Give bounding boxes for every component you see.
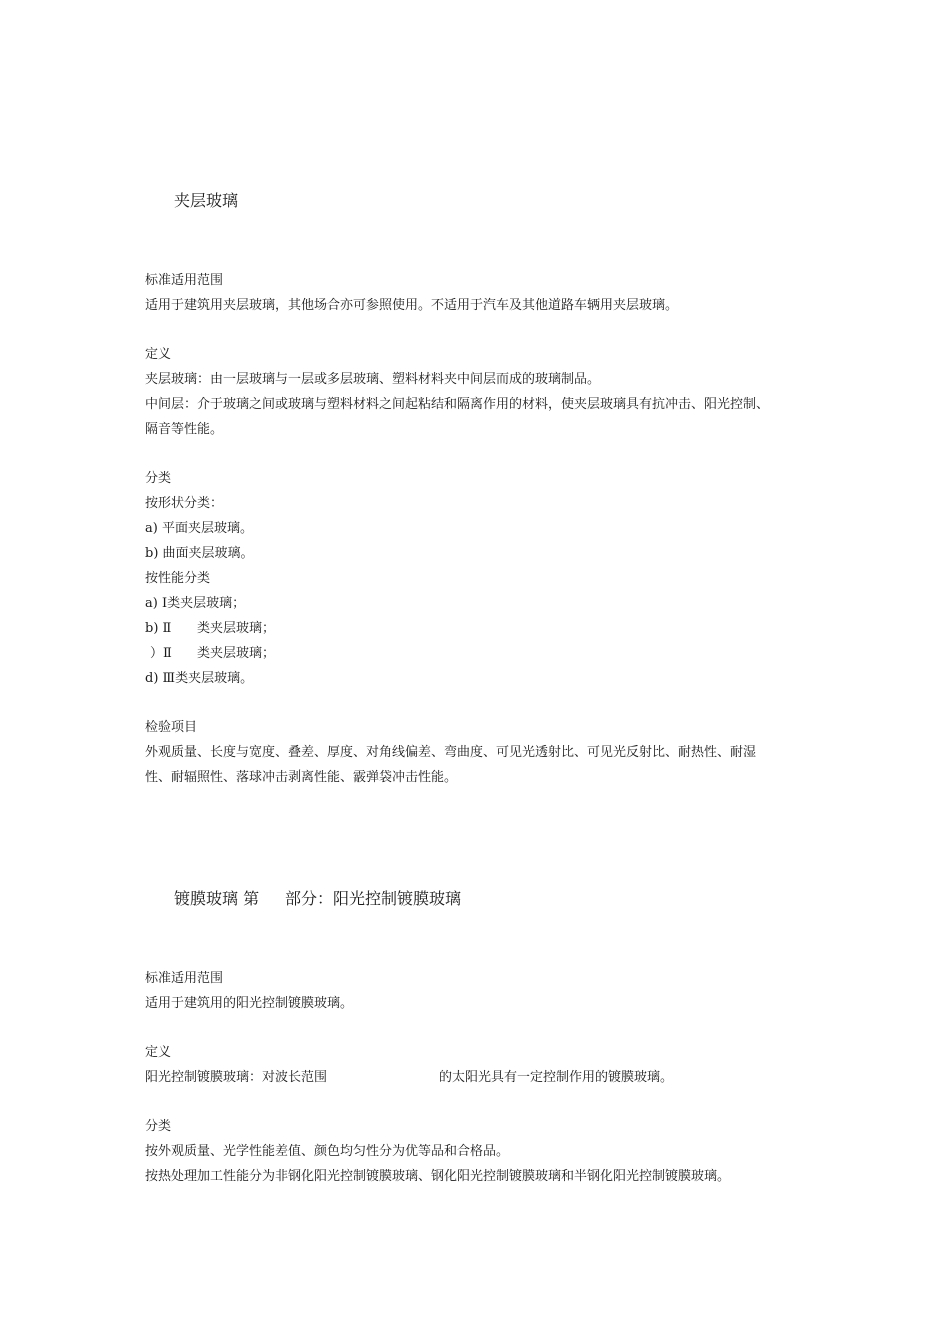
section2-class-2: 按热处理加工性能分为非钢化阳光控制镀膜玻璃、钢化阳光控制镀膜玻璃和半钢化阳光控制镀膜玻璃。 xyxy=(145,1169,731,1184)
section2-scope-text: 适用于建筑用的阳光控制镀膜玻璃。 xyxy=(145,996,354,1011)
section1-inspection-heading: 检验项目 xyxy=(145,720,198,735)
section2-class-1: 按外观质量、光学性能差值、颜色均匀性分为优等品和合格品。 xyxy=(145,1144,510,1159)
section1-inspection-line1: 外观质量、长度与宽度、叠差、厚度、对角线偏差、弯曲度、可见光透射比、可见光反射比、耐热性、耐湿 xyxy=(145,745,757,760)
section1-perf-b-suffix: 类夹层玻璃； xyxy=(197,621,276,636)
section2-classification-heading: 分类 xyxy=(145,1119,172,1134)
section2-definition-suffix: 的太阳光具有一定控制作用的镀膜玻璃。 xyxy=(439,1070,674,1085)
section1-shape-b: b) 曲面夹层玻璃。 xyxy=(145,546,254,561)
section1-definition-heading: 定义 xyxy=(145,347,172,362)
section1-perf-d: d) Ⅲ类夹层玻璃。 xyxy=(145,671,254,686)
section2-title-part1: 镀膜玻璃 第 xyxy=(174,889,260,908)
section2-definition-prefix: 阳光控制镀膜玻璃：对波长范围 xyxy=(145,1070,328,1085)
section1-perf-c-suffix: 类夹层玻璃； xyxy=(197,646,276,661)
section1-definition-1: 夹层玻璃：由一层玻璃与一层或多层玻璃、塑料材料夹中间层而成的玻璃制品。 xyxy=(145,372,601,387)
section1-scope-text: 适用于建筑用夹层玻璃，其他场合亦可参照使用。不适用于汽车及其他道路车辆用夹层玻璃。 xyxy=(145,298,679,313)
section1-shape-a: a) 平面夹层玻璃。 xyxy=(145,521,253,536)
section1-scope-heading: 标准适用范围 xyxy=(145,273,224,288)
section1-by-shape: 按形状分类： xyxy=(145,496,224,511)
section1-perf-a: a) Ⅰ类夹层玻璃； xyxy=(145,596,246,611)
section1-definition-2-line1: 中间层：介于玻璃之间或玻璃与塑料材料之间起粘结和隔离作用的材料，使夹层玻璃具有抗冲击、阳光控制、 xyxy=(145,397,770,412)
section2-definition-heading: 定义 xyxy=(145,1045,172,1060)
section1-inspection-line2: 性、耐辐照性、落球冲击剥离性能、霰弹袋冲击性能。 xyxy=(145,770,458,785)
section1-perf-c-prefix: ）Ⅱ xyxy=(150,646,172,661)
section2-scope-heading: 标准适用范围 xyxy=(145,971,224,986)
section1-perf-b-prefix: b) Ⅱ xyxy=(145,621,172,636)
section1-definition-2-line2: 隔音等性能。 xyxy=(145,422,224,437)
section1-by-performance: 按性能分类 xyxy=(145,571,211,586)
section1-classification-heading: 分类 xyxy=(145,471,172,486)
section2-title-part2: 部分：阳光控制镀膜玻璃 xyxy=(285,889,462,908)
section1-title: 夹层玻璃 xyxy=(174,191,239,210)
